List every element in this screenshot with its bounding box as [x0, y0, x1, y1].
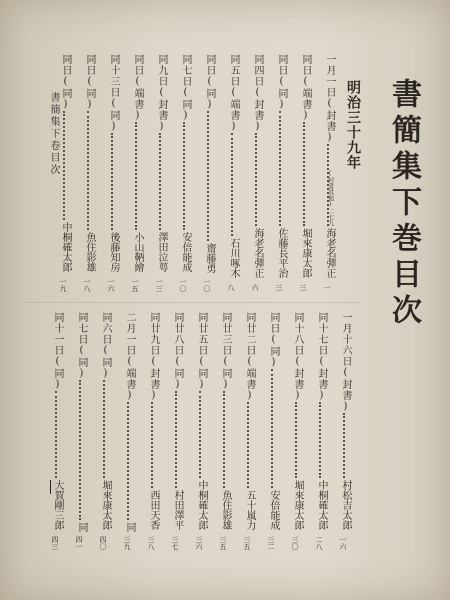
- entry-date-label: 同十八日(封書): [292, 312, 303, 402]
- entry-page-number: 三二: [267, 536, 275, 550]
- era-heading: 明治三十九年: [345, 80, 361, 170]
- entry-page-number: 二八: [315, 536, 323, 550]
- entry-correspondent-name: 佐藤長平治: [276, 227, 287, 278]
- toc-entry: [218, 312, 232, 550]
- entry-date-label: 同日(同): [60, 54, 71, 111]
- leader-dots: [295, 402, 299, 478]
- entry-page-number: 一: [323, 284, 331, 291]
- entry-date-label: 同四日(封書): [252, 54, 263, 133]
- toc-entry: [146, 312, 160, 550]
- entry-page-number: 四三: [51, 536, 59, 550]
- entry-date-label: 同日(端書): [132, 54, 143, 122]
- entry-date-label: 同廿五日(同): [196, 312, 207, 391]
- toc-entry: [74, 312, 88, 550]
- toc-entry: [202, 54, 216, 292]
- toc-entry: [82, 54, 96, 292]
- entry-page-number: 一三: [155, 278, 163, 292]
- toc-entry: [154, 54, 168, 292]
- entry-page-number: 三九: [123, 536, 131, 550]
- entry-correspondent-name: 後藤知房: [108, 232, 119, 272]
- entry-correspondent-name: 堀來康太郎: [100, 479, 111, 530]
- entry-date-label: 同廿三日(同): [220, 312, 231, 391]
- entry-date-label: 同廿九日(封書): [148, 312, 159, 402]
- entry-page-number: 三: [299, 284, 307, 291]
- entry-page-number: 一五: [131, 278, 139, 292]
- entry-date-label: 同日(同): [84, 54, 95, 111]
- entry-date-label: 同十一日(同): [52, 312, 63, 391]
- toc-entry: [338, 312, 352, 550]
- entry-correspondent-name: 安倍能成: [268, 490, 279, 530]
- entry-page-number: 一六: [339, 536, 347, 550]
- entry-correspondent-name: 海老名彈正: [324, 227, 335, 278]
- entry-correspondent-name: 石川啄木: [228, 238, 239, 278]
- leader-dots: [255, 133, 259, 226]
- entry-date-label: 同日(同): [268, 312, 279, 369]
- leader-dots: [55, 391, 59, 478]
- entry-date-label: 同十三日(同): [108, 54, 119, 133]
- entry-correspondent-name: 同: [76, 521, 87, 532]
- toc-entry: [242, 312, 256, 550]
- leader-dots: [279, 111, 283, 226]
- entry-date-label: 同五日(端書): [228, 54, 239, 133]
- toc-entry: [290, 312, 304, 550]
- entry-page-number: 三〇: [291, 536, 299, 550]
- entry-correspondent-name: 村松吉太郎: [340, 479, 351, 530]
- entry-page-number: 八: [227, 284, 235, 291]
- footer-title: 書簡集下卷目次: [48, 92, 59, 176]
- toc-entry: [274, 54, 288, 292]
- entry-correspondent-name: 魚住影雄: [84, 232, 95, 272]
- toc-entry: [314, 312, 328, 550]
- toc-entry: [50, 312, 64, 550]
- toc-entry: [178, 54, 192, 292]
- leader-dots: [79, 380, 83, 520]
- toc-entry: [122, 312, 136, 550]
- toc-entry: [250, 54, 264, 292]
- entry-date-label: 一月十六日(封書): [340, 312, 351, 413]
- entry-date-label: 同廿八日(同): [172, 312, 183, 391]
- leader-dots: [151, 402, 155, 488]
- entry-correspondent-name: 中桐確太郎: [316, 479, 327, 530]
- entry-page-number: 四一: [75, 536, 83, 550]
- entry-date-label: 同廿二日(端書): [244, 312, 255, 402]
- entry-correspondent-name: 齋藤勇: [204, 242, 215, 273]
- toc-entry: [170, 312, 184, 550]
- entry-page-number: 三七: [171, 536, 179, 550]
- leader-dots: [247, 402, 251, 488]
- entry-correspondent-name: 安倍能成: [180, 232, 191, 272]
- entry-correspondent-name: 小山鞆繪: [132, 232, 143, 272]
- entry-page-number: 一八: [83, 278, 91, 292]
- toc-entry: [266, 312, 280, 550]
- toc-entry: [194, 312, 208, 550]
- entry-date-label: 同十七日(封書): [316, 312, 327, 402]
- toc-entry: [226, 54, 240, 292]
- entry-page-number: 六: [251, 284, 259, 291]
- entry-date-label: 同七日(同): [180, 54, 191, 122]
- leader-dots: [175, 391, 179, 488]
- toc-entry: [298, 54, 312, 292]
- entry-page-number: 一〇: [179, 278, 187, 292]
- page-title: 書簡集下巻目次: [386, 78, 421, 330]
- leader-dots: [223, 391, 227, 488]
- entry-page-number: 一〇: [203, 278, 211, 292]
- leader-dots: [207, 111, 211, 241]
- toc-entry: [130, 54, 144, 292]
- entry-date-label: 同日(端書): [300, 54, 311, 122]
- entry-correspondent-name: 堀來康太郎: [292, 479, 303, 530]
- entry-page-number: 四〇: [99, 536, 107, 550]
- leader-dots: [159, 133, 163, 230]
- entry-correspondent-name: 中桐確太郎: [60, 221, 71, 272]
- era-note: (封書其他)二七九: [326, 170, 334, 226]
- entry-correspondent-name: 村田澤平: [172, 490, 183, 530]
- entry-correspondent-name: 魚住影雄: [220, 490, 231, 530]
- entry-page-number: 三五: [243, 536, 251, 550]
- entry-date-label: 同日(同): [276, 54, 287, 111]
- section-divider: [24, 302, 359, 303]
- entry-date-label: 一月一日(封書): [324, 54, 335, 144]
- entry-page-number: 三: [275, 284, 283, 291]
- entry-page-number: 一六: [107, 278, 115, 292]
- leader-dots: [111, 133, 115, 230]
- toc-entry: [58, 54, 72, 292]
- leader-dots: [103, 380, 107, 478]
- leader-dots: [231, 133, 235, 236]
- entry-date-label: 同日(同): [204, 54, 215, 111]
- entry-correspondent-name: 堀來康太郎: [300, 227, 311, 278]
- entry-correspondent-name: 西田天香: [148, 490, 159, 530]
- leader-dots: [343, 413, 347, 478]
- entry-correspondent-name: 澤田泣萼: [156, 232, 167, 272]
- entry-correspondent-name: 中桐確太郎: [196, 479, 207, 530]
- leader-dots: [183, 122, 187, 230]
- entry-date-label: 二月一日(端書): [124, 312, 135, 402]
- entry-date-label: 同六日(同): [100, 312, 111, 380]
- leader-dots: [326, 144, 334, 226]
- leader-dots: [271, 369, 275, 488]
- entry-correspondent-name: 大賀剛三郎: [52, 479, 63, 530]
- toc-entry: [322, 54, 336, 292]
- leader-dots: [127, 402, 131, 520]
- entry-correspondent-name: 海老名彈正: [252, 227, 263, 278]
- entry-page-number: 三六: [195, 536, 203, 550]
- leader-dots: [87, 111, 91, 230]
- toc-entry: [106, 54, 120, 292]
- entry-correspondent-name: 同: [124, 521, 135, 532]
- toc-entry: [98, 312, 112, 550]
- entry-page-number: 三八: [147, 536, 155, 550]
- leader-dots: [63, 111, 67, 220]
- leader-dots: [303, 122, 307, 226]
- entry-page-number: 一九: [59, 278, 67, 292]
- entry-page-number: 三五: [219, 536, 227, 550]
- entry-correspondent-name: 五十嵐力: [244, 490, 255, 530]
- leader-dots: [135, 122, 139, 230]
- leader-dots: [319, 402, 323, 478]
- entry-date-label: 同七日(同): [76, 312, 87, 380]
- leader-dots: [199, 391, 203, 478]
- footer-dash: [50, 480, 51, 494]
- entry-date-label: 同九日(封書): [156, 54, 167, 133]
